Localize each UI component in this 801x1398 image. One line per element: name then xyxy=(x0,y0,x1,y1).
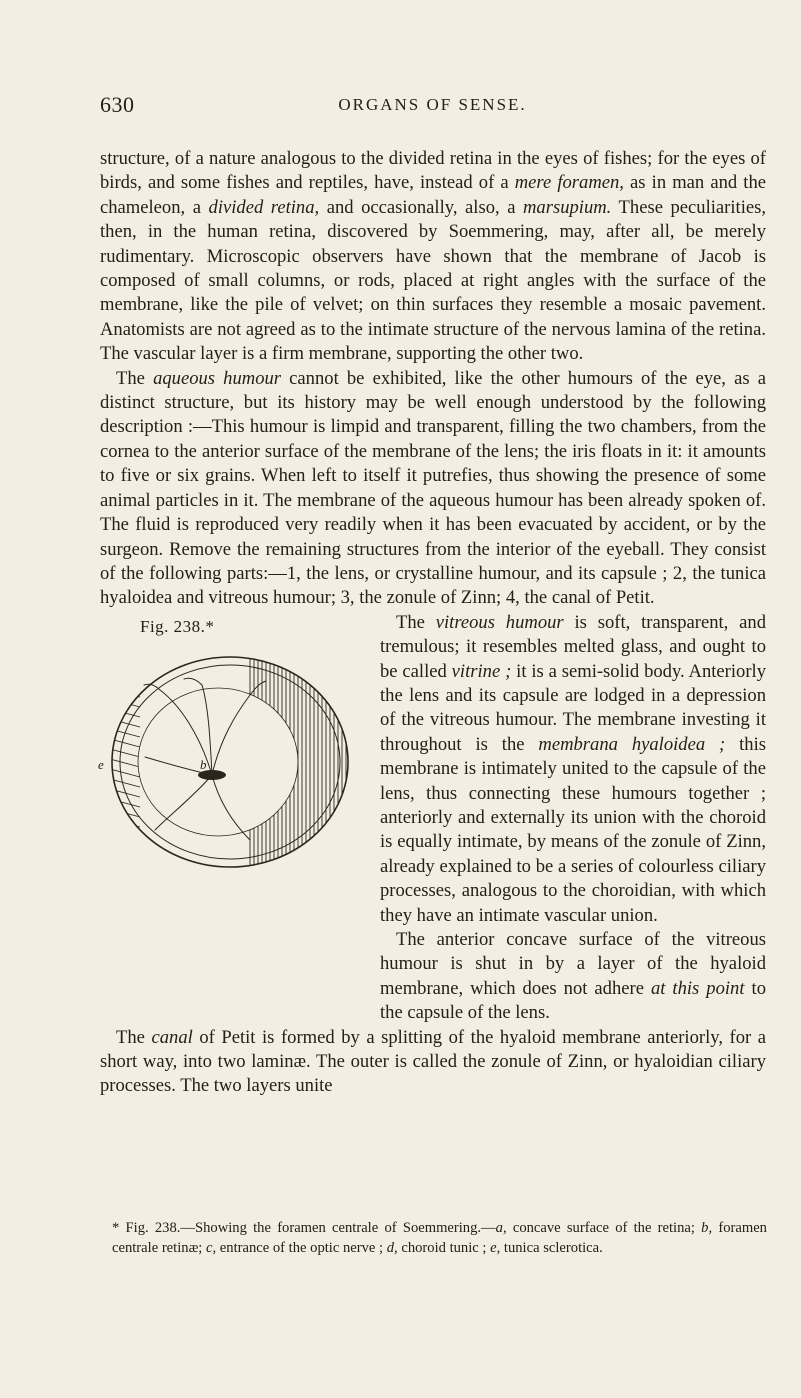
figure-label-b: b xyxy=(200,756,207,772)
hatch-line xyxy=(110,719,140,727)
retinal-vessel xyxy=(184,678,202,685)
hatch-line xyxy=(110,759,140,767)
paragraph-retina: structure, of a nature analogous to the divided retina in the eyes of fishes; for the eyes of birds, and some fishes and reptiles, have, instead of a mere foramen, as in man and the chameleon, a divided retina, and occasionally, also, a marsupium. These peculiarities, then, in the human retina, discovered by Soemmering, may, after all, be merely rudimentary. Microscopic observers have shown that the membrane of Jacob is composed of small columns, or rods, placed at right angles with the surface of the membrane, like the pile of velvet; on thin surfaces they resemble a mosaic pavement. Anatomists are not agreed as to the intimate structure of the nervous lamina of the retina. The vascular layer is a firm membrane, supporting the other two. xyxy=(100,148,767,365)
hatch-line xyxy=(110,659,140,667)
paragraph-hyaloid-membrane: The anterior concave surface of the vitreous humour is shut in by a layer of the hyaloid membrane, which does not adhere at this point to the capsule of the lens. xyxy=(380,929,766,1024)
hatch-line xyxy=(110,749,140,757)
hatch-line xyxy=(110,839,140,847)
hatch-line xyxy=(110,799,140,807)
figure-238 xyxy=(100,615,370,1019)
body-text xyxy=(100,147,766,1099)
hatch-line xyxy=(110,829,140,837)
page-number: 630 xyxy=(100,92,135,117)
figure-label-e: e xyxy=(98,756,104,772)
hatch-line xyxy=(110,729,140,737)
running-head: ORGANS OF SENSE. xyxy=(338,95,527,114)
paragraph-vitreous-humour: The vitreous humour is soft, transparent, and tremulous; it resembles melted glass, and ought to be called vitrine ; it is a semi-solid body. Anteriorly the lens and its capsule are lodged in a depression of the vitreous humour. The membrane investing it throughout is the membrana hyaloidea ; this membrane is intimately united to the capsule of the lens, thus connecting these humours together ; anteriorly and externally its union with the choroid is equally intimate, by means of the zonule of Zinn, already explained to be a series of colourless ciliary processes, analogous to the choroidian, with which they have an intimate vascular union. xyxy=(380,611,767,926)
footnote: * Fig. 238.—Showing the foramen centrale of Soemmering.—a, concave surface of the retina; b, foramen centrale retinæ; c, entrance of the optic nerve ; d, choroid tunic ; e, tunica sclerotica. xyxy=(112,1220,767,1256)
eye-section-illustration xyxy=(100,645,360,879)
hatch-line xyxy=(110,689,140,697)
paragraph-aqueous-humour: The aqueous humour cannot be exhibited, like the other humours of the eye, as a distinct structure, but its history may be well enough understood by the following description :—This humour is limpid and transparent, filling the two chambers, from the cornea to the anterior surface of the membrane of the lens; the iris floats in it: it amounts to five or six grains. When left to itself it putrefies, thus showing the presence of some animal particles in it. The membrane of the aqueous humour has been already spoken of. The fluid is reproduced very readily when it has been evacuated by accident, or by the surgeon. Remove the remaining structures from the interior of the eyeball. They consist of the following parts:—1, the lens, or crystalline humour, and its capsule ; 2, the tunica hyaloidea and vitreous humour; 3, the zonule of Zinn; 4, the canal of Petit. xyxy=(100,367,766,609)
hatch-line xyxy=(110,669,140,677)
hatch-line xyxy=(110,859,140,867)
hatch-line xyxy=(110,849,140,857)
figure-caption: Fig. 238.* xyxy=(140,616,215,636)
hatch-line xyxy=(110,869,140,877)
hatch-line xyxy=(110,769,140,777)
paragraph-canal-of-petit: The canal of Petit is formed by a splitting of the hyaloid membrane anteriorly, for a short way, into two laminæ. The outer is called the zonule of Zinn, or hyaloidian ciliary processes. The two layers unite xyxy=(100,1026,767,1097)
page-header xyxy=(100,92,765,118)
hatch-line xyxy=(110,679,140,687)
